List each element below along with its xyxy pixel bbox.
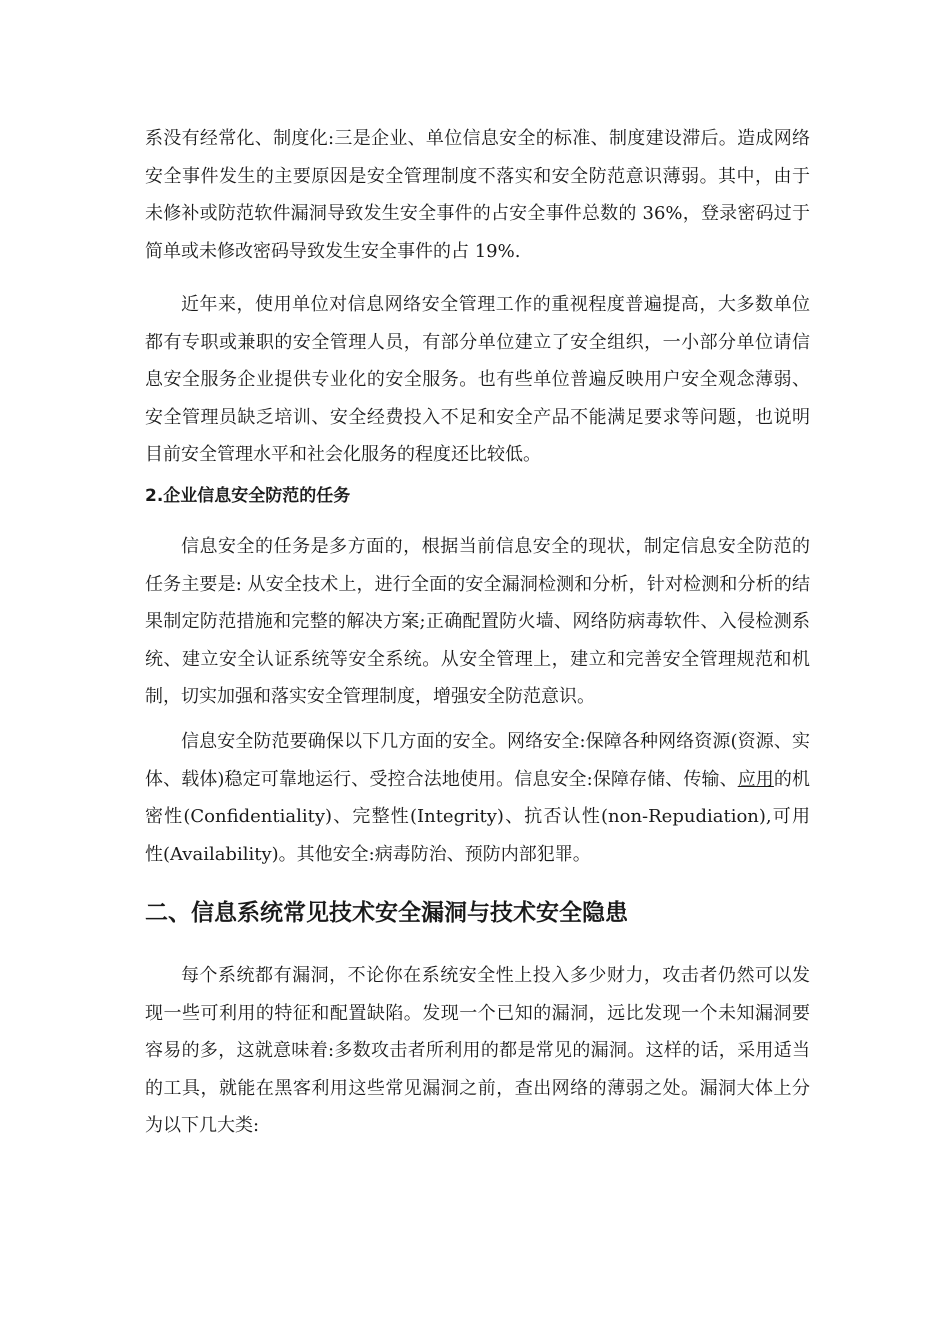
paragraph-security-tasks: 信息安全的任务是多方面的，根据当前信息安全的现状，制定信息安全防范的任务主要是: 从安全技术上，进行全面的安全漏洞检测和分析，针对检测和分析的结果制定防范措施和完整的解决方案;正确配置防火墙、网络防病毒软件、入侵检测系统、建立安全认证系统等安全系统。从安全管理上，建立和完善安全管理规范和机制，切实加强和落实安全管理制度，增强安全防范意识。	[145, 536, 810, 707]
paragraph-text-part: 的机密性(Confidentiality)、完整性(Integrity)、抗否认性(non-Repudiation),可用性(Availability)。其他安全:病毒防治、预防内部犯罪。	[145, 768, 811, 865]
paragraph-security-management: 近年来，使用单位对信息网络安全管理工作的重视程度普遍提高，大多数单位都有专职或兼职的安全管理人员，有部分单位建立了安全组织，一小部分单位请信息安全服务企业提供专业化的安全服务。也有些单位普遍反映用户安全观念薄弱、安全管理员缺乏培训、安全经费投入不足和安全产品不能满足要求等问题，也说明目前安全管理水平和社会化服务的程度还比较低。	[145, 294, 810, 465]
paragraph-text-part: 信息安全防范要确保以下几方面的安全。网络安全:保障各种网络资源(资源、实体、载体)稳定可靠地运行、受控合法地使用。信息安全:保障存储、传输、	[145, 731, 810, 790]
application-link[interactable]: 应用	[737, 768, 774, 790]
paragraph-security-causes: 系没有经常化、制度化:三是企业、单位信息安全的标准、制度建设滞后。造成网络安全事件发生的主要原因是安全管理制度不落实和安全防范意识薄弱。其中，由于未修补或防范软件漏洞导致发生安全事件的占安全事件总数的 36%，登录密码过于简单或未修改密码导致发生安全事件的占 19%.	[145, 128, 810, 262]
section-title: 二、信息系统常见技术安全漏洞与技术安全隐患	[145, 900, 628, 926]
paragraph-vulnerabilities: 每个系统都有漏洞，不论你在系统安全性上投入多少财力，攻击者仍然可以发现一些可利用的特征和配置缺陷。发现一个已知的漏洞，远比发现一个未知漏洞要容易的多，这就意味着:多数攻击者所利用的都是常见的漏洞。这样的话，采用适当的工具，就能在黑客利用这些常见漏洞之前，查出网络的薄弱之处。漏洞大体上分为以下几大类:	[145, 965, 810, 1136]
subsection-heading: 2.企业信息安全防范的任务	[145, 486, 351, 506]
paragraph-security-scope	[145, 723, 810, 873]
